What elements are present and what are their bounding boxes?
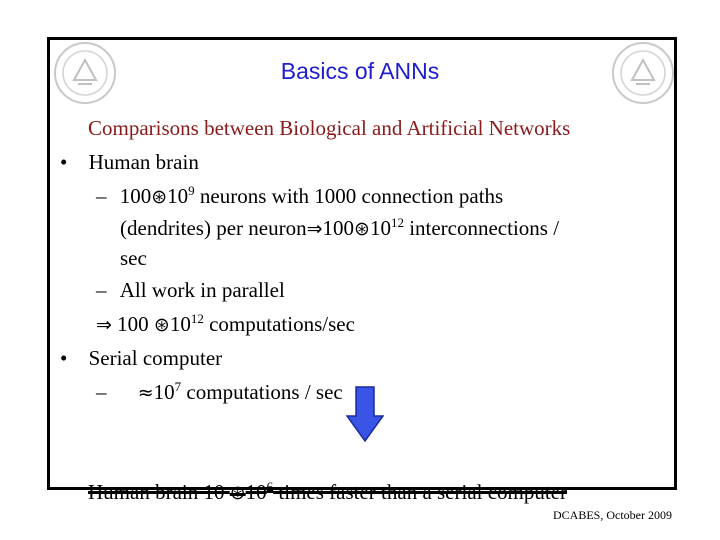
sub-item-parallel: [96, 280, 285, 301]
bullet-marker: •: [60, 346, 68, 370]
text-fragment: 10: [153, 380, 175, 404]
exponent: 7: [174, 379, 182, 394]
text-fragment: 100: [111, 312, 154, 336]
exponent: 12: [390, 215, 404, 230]
sub-item-serial: [96, 379, 343, 404]
conclusion-text: [88, 479, 568, 504]
bullet-marker: •: [60, 150, 68, 174]
text-fragment: times faster than a serial computer: [273, 480, 568, 504]
approx-symbol-icon: ⊛: [354, 218, 370, 240]
text-fragment: 10: [245, 480, 267, 504]
text-fragment: 10: [369, 216, 391, 240]
approx-equal-icon: ≈: [137, 382, 154, 404]
approx-symbol-icon: ⊛: [153, 314, 170, 336]
sub-item-neurons: [96, 183, 504, 208]
exponent: 6: [266, 479, 274, 494]
slide-footer: DCABES, October 2009: [553, 508, 672, 522]
dash-marker: –: [96, 278, 107, 302]
bullet-text: Human brain: [88, 150, 199, 174]
exponent: 9: [188, 183, 195, 198]
text-fragment: computations/sec: [203, 312, 355, 336]
slide-title: Basics of ANNs: [280, 58, 440, 84]
implies-arrow-icon: ⇒: [306, 218, 323, 240]
text-fragment: 10: [167, 184, 189, 208]
result-computations: [96, 311, 355, 336]
sub-item-neurons-line3: sec: [120, 246, 147, 270]
text-fragment: neurons with 1000 connection paths: [194, 184, 504, 208]
implies-arrow-icon: ⇒: [96, 314, 112, 336]
text-fragment: Human brain 10: [88, 480, 230, 504]
down-arrow-icon: [346, 386, 384, 442]
text-fragment: 10: [169, 312, 191, 336]
text-fragment: (dendrites) per neuron: [120, 216, 307, 240]
dash-marker: –: [96, 380, 107, 404]
text-fragment: interconnections /: [403, 216, 560, 240]
text-fragment: All work in parallel: [119, 278, 285, 302]
bullet-human-brain: [60, 152, 199, 173]
approx-symbol-icon: ⊛: [151, 186, 168, 208]
slide-subtitle: Comparisons between Biological and Artificial Networks: [88, 116, 571, 140]
dash-marker: –: [96, 184, 107, 208]
text-fragment: computations / sec: [181, 380, 343, 404]
bullet-serial-computer: [60, 348, 222, 369]
exponent: 12: [190, 311, 204, 326]
sub-item-neurons-line2: [120, 215, 560, 240]
bullet-text: Serial computer: [88, 346, 223, 370]
text-fragment: 100: [322, 216, 355, 240]
text-fragment: 100: [119, 184, 152, 208]
approx-symbol-icon: ⊛: [229, 482, 246, 504]
